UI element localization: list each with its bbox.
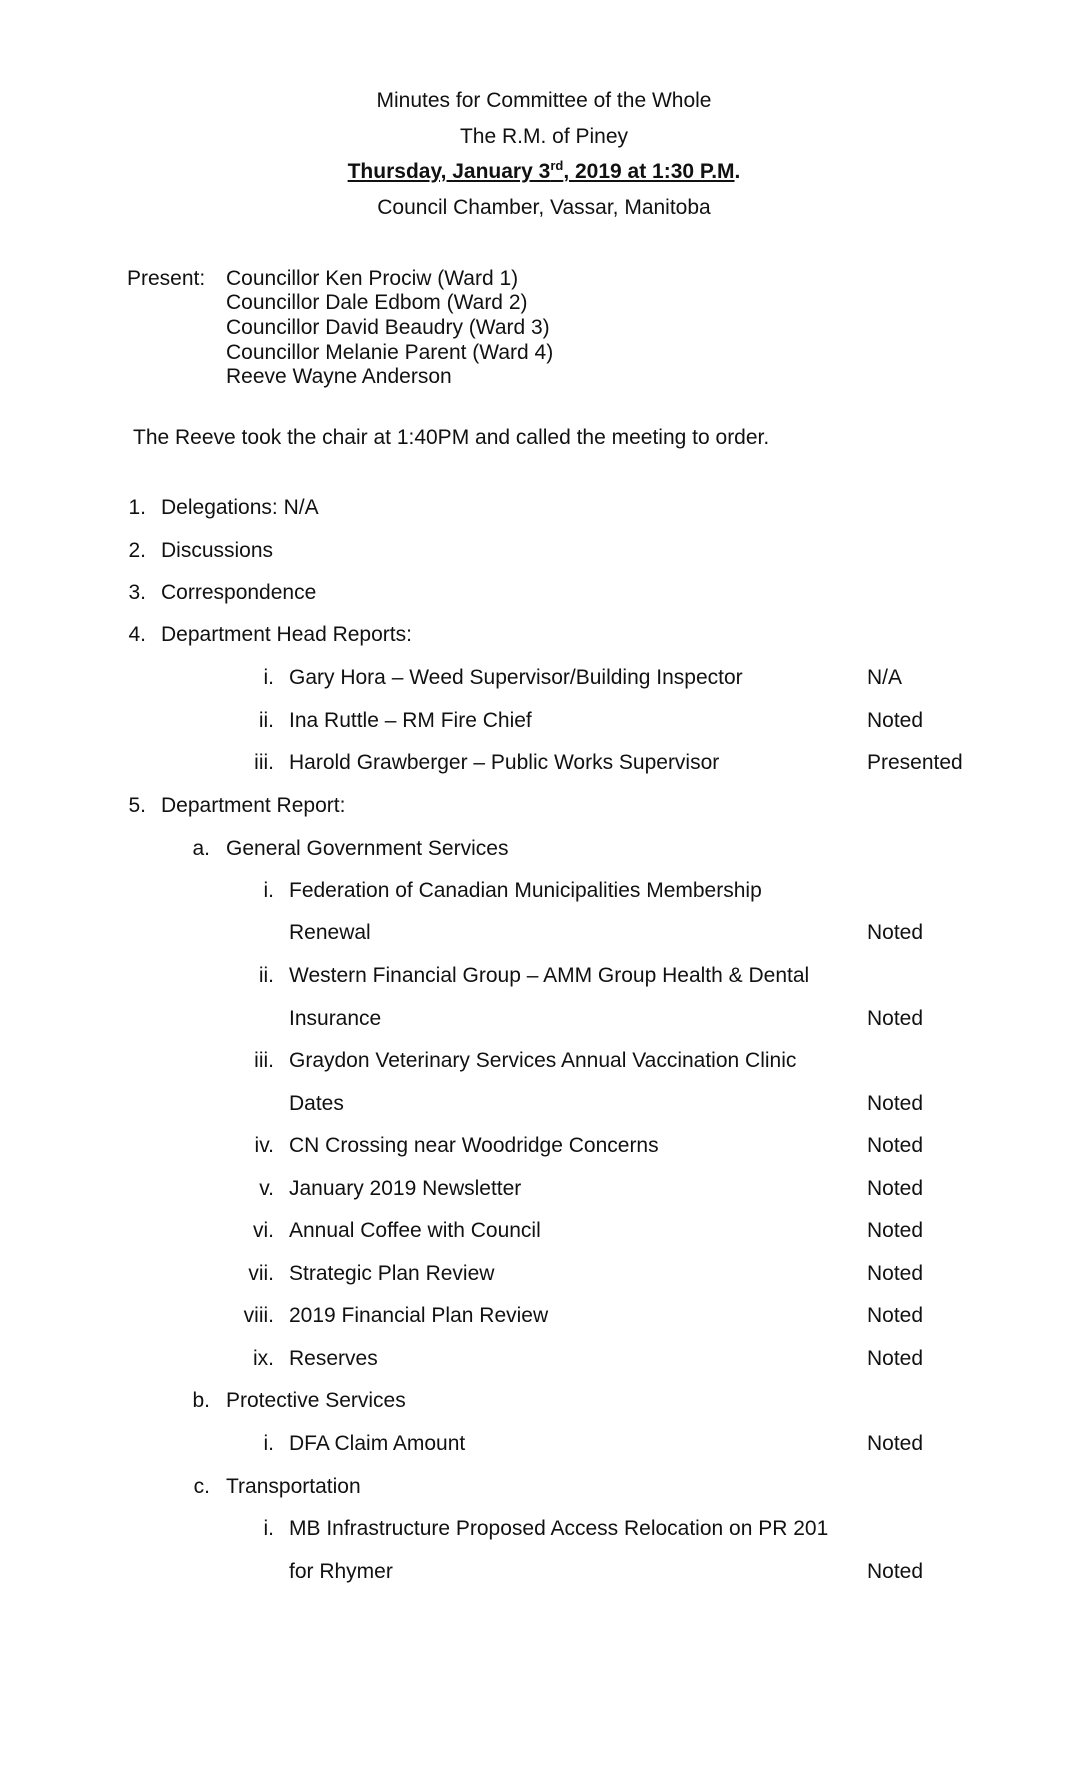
sub-item-text: Federation of Canadian Municipalities Membership xyxy=(289,879,762,902)
meeting-date-time: , 2019 at 1:30 P.M xyxy=(563,160,735,183)
sub-item-text: Graydon Veterinary Services Annual Vaccination Clinic xyxy=(289,1049,797,1072)
sub-item-status: Noted xyxy=(867,1177,924,1200)
sub-item-text: Ina Ruttle – RM Fire Chief xyxy=(289,709,532,732)
sub-item-status: Noted xyxy=(867,1134,924,1157)
item-number: 4. xyxy=(128,623,146,646)
section-letter: c. xyxy=(193,1475,210,1498)
sub-item-number: iv. xyxy=(254,1134,274,1157)
sub-item-status: Noted xyxy=(867,1432,924,1455)
sub-item-text: Annual Coffee with Council xyxy=(289,1219,541,1242)
present-member: Councillor David Beaudry (Ward 3) xyxy=(226,316,550,339)
present-member: Councillor Dale Edbom (Ward 2) xyxy=(226,291,528,314)
sub-item-status: Noted xyxy=(867,1304,924,1327)
sub-item-text: CN Crossing near Woodridge Concerns xyxy=(289,1134,659,1157)
section-letter: b. xyxy=(192,1389,210,1412)
sub-item-number: i. xyxy=(263,1517,274,1540)
item-delegations: Delegations: N/A xyxy=(161,496,319,519)
sub-item-status: Noted xyxy=(867,1347,924,1370)
sub-item-number: viii. xyxy=(243,1304,274,1327)
item-number: 3. xyxy=(128,581,146,604)
document-title: Minutes for Committee of the Whole xyxy=(376,89,712,112)
item-department-report: Department Report: xyxy=(161,794,346,817)
sub-item-text: Harold Grawberger – Public Works Supervisor xyxy=(289,751,720,774)
meeting-date-suffix: rd xyxy=(550,158,564,173)
sub-item-text: Reserves xyxy=(289,1347,378,1370)
sub-item-number: vii. xyxy=(248,1262,274,1285)
sub-item-status: Noted xyxy=(867,1560,924,1583)
section-letter: a. xyxy=(192,837,210,860)
sub-item-number: ii. xyxy=(258,964,274,987)
sub-item-number: ii. xyxy=(258,709,274,732)
sub-item-text-continued: for Rhymer xyxy=(289,1560,393,1583)
sub-item-text: Gary Hora – Weed Supervisor/Building Inspector xyxy=(289,666,743,689)
item-department-head-reports: Department Head Reports: xyxy=(161,623,412,646)
item-number: 5. xyxy=(128,794,146,817)
meeting-date-underlined xyxy=(348,160,735,183)
present-member: Councillor Melanie Parent (Ward 4) xyxy=(226,341,554,364)
opening-statement: The Reeve took the chair at 1:40PM and called the meeting to order. xyxy=(133,426,770,449)
sub-item-status: Presented xyxy=(867,751,963,774)
sub-item-number: iii. xyxy=(254,1049,274,1072)
meeting-date xyxy=(0,158,1088,183)
sub-item-text: January 2019 Newsletter xyxy=(289,1177,522,1200)
sub-item-number: i. xyxy=(263,1432,274,1455)
item-discussions: Discussions xyxy=(161,539,274,562)
sub-item-status: Noted xyxy=(867,709,924,732)
section-protective-services: Protective Services xyxy=(226,1389,406,1412)
sub-item-number: vi. xyxy=(253,1219,274,1242)
sub-item-text: MB Infrastructure Proposed Access Relocation on PR 201 xyxy=(289,1517,829,1540)
sub-item-number: iii. xyxy=(254,751,274,774)
sub-item-status: Noted xyxy=(867,1219,924,1242)
item-number: 1. xyxy=(128,496,146,519)
sub-item-number: ix. xyxy=(253,1347,274,1370)
sub-item-text-continued: Renewal xyxy=(289,921,371,944)
sub-item-status: Noted xyxy=(867,1092,924,1115)
sub-item-text-continued: Insurance xyxy=(289,1007,382,1030)
sub-item-status: Noted xyxy=(867,921,924,944)
meeting-date-day: Thursday, January 3 xyxy=(347,160,551,183)
sub-item-number: i. xyxy=(263,666,274,689)
organization-name: The R.M. of Piney xyxy=(459,125,629,148)
sub-item-number: i. xyxy=(263,879,274,902)
sub-item-status: N/A xyxy=(867,666,903,689)
present-member: Reeve Wayne Anderson xyxy=(226,365,452,388)
present-member: Councillor Ken Prociw (Ward 1) xyxy=(226,267,519,290)
present-label: Present: xyxy=(127,267,206,290)
sub-item-text: Strategic Plan Review xyxy=(289,1262,495,1285)
section-transportation: Transportation xyxy=(226,1475,361,1498)
meeting-location: Council Chamber, Vassar, Manitoba xyxy=(377,196,711,219)
sub-item-text: DFA Claim Amount xyxy=(289,1432,466,1455)
item-correspondence: Correspondence xyxy=(161,581,317,604)
sub-item-status: Noted xyxy=(867,1262,924,1285)
sub-item-status: Noted xyxy=(867,1007,924,1030)
sub-item-text-continued: Dates xyxy=(289,1092,344,1115)
sub-item-text: 2019 Financial Plan Review xyxy=(289,1304,549,1327)
sub-item-text: Western Financial Group – AMM Group Health & Dental xyxy=(289,964,810,987)
section-general-government: General Government Services xyxy=(226,837,509,860)
item-number: 2. xyxy=(128,539,146,562)
sub-item-number: v. xyxy=(259,1177,274,1200)
meeting-date-period: . xyxy=(734,160,741,183)
